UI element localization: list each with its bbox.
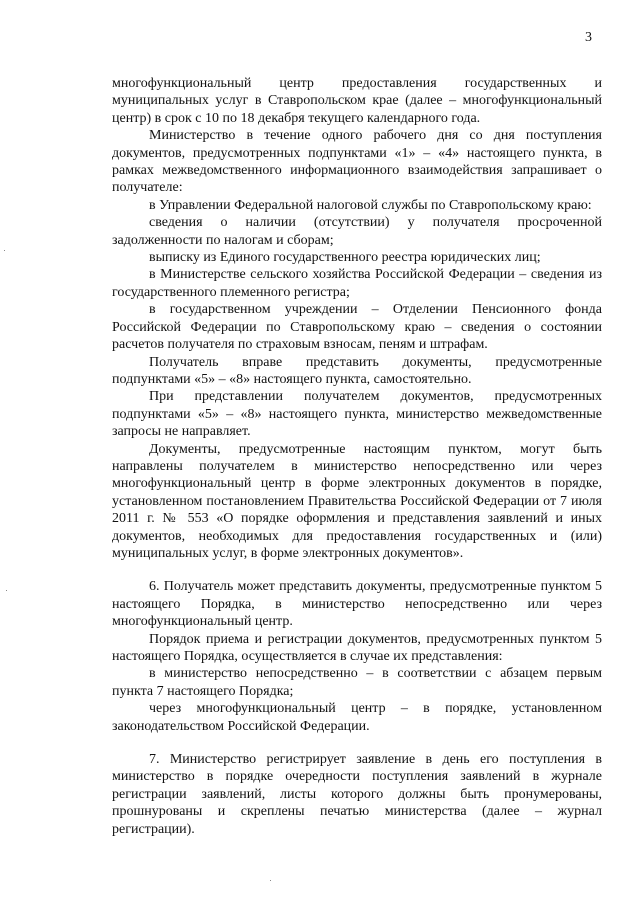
paragraph: При представлении получателем документов, предусмотренных подпунктами «5» – «8» настоящего пункта, министерство межведомственные запросы не направляет. — [112, 389, 602, 440]
paragraph-section-6: 6. Получатель может представить документы, предусмотренные пунктом 5 настоящего Порядка, в министерство непосредственно или через многофункциональный центр. — [112, 579, 602, 630]
paragraph: в Управлении Федеральной налоговой службы по Ставропольскому краю: — [149, 197, 592, 213]
paragraph: в Министерстве сельского хозяйства Российской Федерации – сведения из государственного племенного регистра; — [112, 267, 602, 300]
paragraph: в государственном учреждении – Отделении Пенсионного фонда Российской Федерации по Ставропольскому краю – сведения о состоянии расчетов получателя по страховым взносам, пеням и штрафам. — [112, 302, 602, 353]
paragraph: Министерство в течение одного рабочего дня со дня поступления документов, предусмотренных подпунктами «1» – «4» настоящего пункта, в рамках межведомственного информационного взаимодействия запрашивает о получателе: — [112, 128, 602, 196]
document-body — [112, 75, 602, 838]
scan-artifact — [6, 590, 7, 591]
scan-artifact — [4, 250, 5, 251]
paragraph: Документы, предусмотренные настоящим пунктом, могут быть направлены получателем в министерство непосредственно или через многофункциональный центр в форме электронных документов в порядке, установленном постановлением Правительства Российской Федерации от 7 июля 2011 г. № 553 «О порядке оформления и представления заявлений и иных документов, необходимых для предоставления государственных и (или) муниципальных услуг, в форме электронных документов». — [112, 441, 602, 561]
paragraph: через многофункциональный центр – в порядке, установленном законодательством Российской Федерации. — [112, 701, 602, 734]
paragraph: в министерство непосредственно – в соответствии с абзацем первым пункта 7 настоящего Порядка; — [112, 666, 602, 699]
paragraph: многофункциональный центр предоставления государственных и муниципальных услуг в Ставропольском крае (далее – многофункциональный центр) в срок с 10 по 18 декабря текущего календарного года. — [112, 76, 602, 126]
scan-artifact — [270, 880, 271, 881]
paragraph: Получатель вправе представить документы, предусмотренные подпунктами «5» – «8» настоящего пункта, самостоятельно. — [112, 354, 602, 387]
paragraph: Порядок приема и регистрации документов, предусмотренных пунктом 5 настоящего Порядка, осуществляется в случае их представления: — [112, 631, 602, 664]
paragraph: выписку из Единого государственного реестра юридических лиц; — [149, 250, 541, 266]
page-number: 3 — [585, 30, 592, 45]
paragraph-section-7: 7. Министерство регистрирует заявление в день его поступления в министерство в порядке очередности поступления заявлений в журнале регистрации заявлений, листы которого должны быть пронумерованы, прошнурованы и скреплены печатью министерства (далее – журнал регистрации). — [112, 752, 602, 837]
paragraph: сведения о наличии (отсутствии) у получателя просроченной задолженности по налогам и сборам; — [112, 215, 602, 248]
